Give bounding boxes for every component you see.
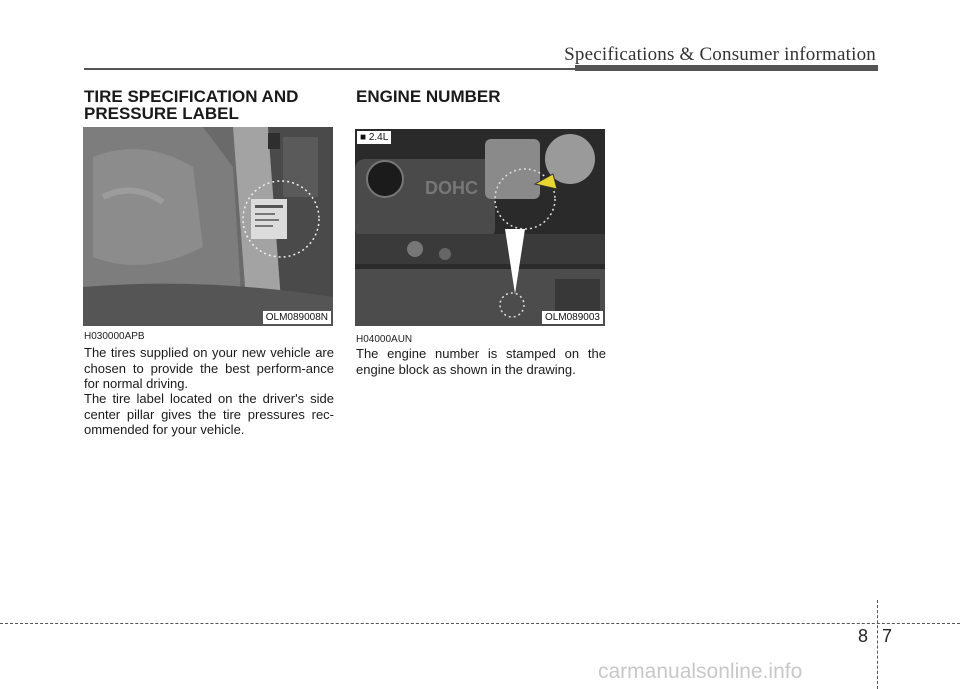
tire-paragraph-2: The tire label located on the driver's side center pillar gives the tire pressures rec-ommended for your vehicle. bbox=[84, 391, 334, 437]
tire-label-photo bbox=[83, 127, 333, 326]
tire-reference-code: H030000APB bbox=[84, 331, 145, 342]
engine-reference-code: H04000AUN bbox=[356, 334, 413, 345]
door-pillar-illustration bbox=[83, 127, 333, 326]
engine-section-heading: ENGINE NUMBER bbox=[356, 87, 501, 106]
engine-figure-code: OLM089003 bbox=[542, 311, 603, 324]
page-header-title: Specifications & Consumer information bbox=[564, 44, 876, 65]
page-number: 7 bbox=[882, 626, 893, 646]
tire-section-heading: TIRE SPECIFICATION AND PRESSURE LABEL bbox=[84, 87, 299, 123]
chapter-number: 8 bbox=[858, 626, 869, 646]
header-bar bbox=[575, 65, 878, 71]
footer-line bbox=[0, 623, 960, 624]
svg-text:DOHC: DOHC bbox=[425, 178, 478, 198]
footer-vertical-line bbox=[877, 600, 878, 689]
engine-variant-label: ■ 2.4L bbox=[357, 131, 391, 144]
engine-paragraph-1: The engine number is stamped on the engine block as shown in the drawing. bbox=[356, 346, 606, 377]
header-rule bbox=[84, 68, 575, 70]
watermark: carmanualsonline.info bbox=[598, 660, 803, 683]
engine-bay-illustration bbox=[355, 129, 605, 326]
tire-paragraph-1: The tires supplied on your new vehicle are chosen to provide the best perform-ance for normal driving. bbox=[84, 345, 334, 391]
tire-figure-code: OLM089008N bbox=[263, 311, 331, 324]
engine-photo bbox=[355, 129, 605, 326]
